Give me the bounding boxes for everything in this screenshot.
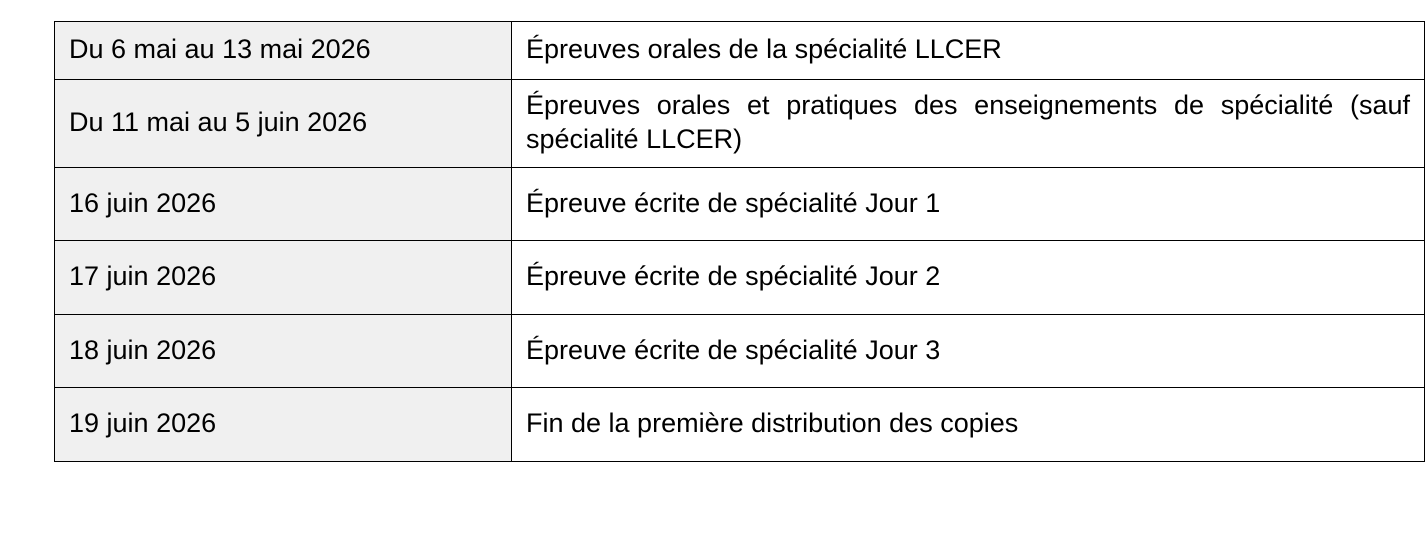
table-body [55,22,1425,462]
description-cell: Épreuves orales de la spécialité LLCER [512,22,1425,80]
table-row [55,79,1425,167]
date-cell: 17 juin 2026 [55,241,512,315]
exam-schedule-table [54,21,1425,462]
date-cell: Du 6 mai au 13 mai 2026 [55,22,512,80]
table-row [55,241,1425,315]
table-row [55,388,1425,462]
description-cell: Épreuves orales et pratiques des enseignements de spécialité (sauf spécialité LLCER) [512,79,1425,167]
table-row [55,314,1425,388]
date-cell: 19 juin 2026 [55,388,512,462]
description-cell: Épreuve écrite de spécialité Jour 1 [512,167,1425,241]
description-cell: Épreuve écrite de spécialité Jour 3 [512,314,1425,388]
table-row [55,167,1425,241]
date-cell: 16 juin 2026 [55,167,512,241]
date-cell: 18 juin 2026 [55,314,512,388]
description-cell: Fin de la première distribution des copies [512,388,1425,462]
date-cell: Du 11 mai au 5 juin 2026 [55,79,512,167]
description-cell: Épreuve écrite de spécialité Jour 2 [512,241,1425,315]
table-row [55,22,1425,80]
